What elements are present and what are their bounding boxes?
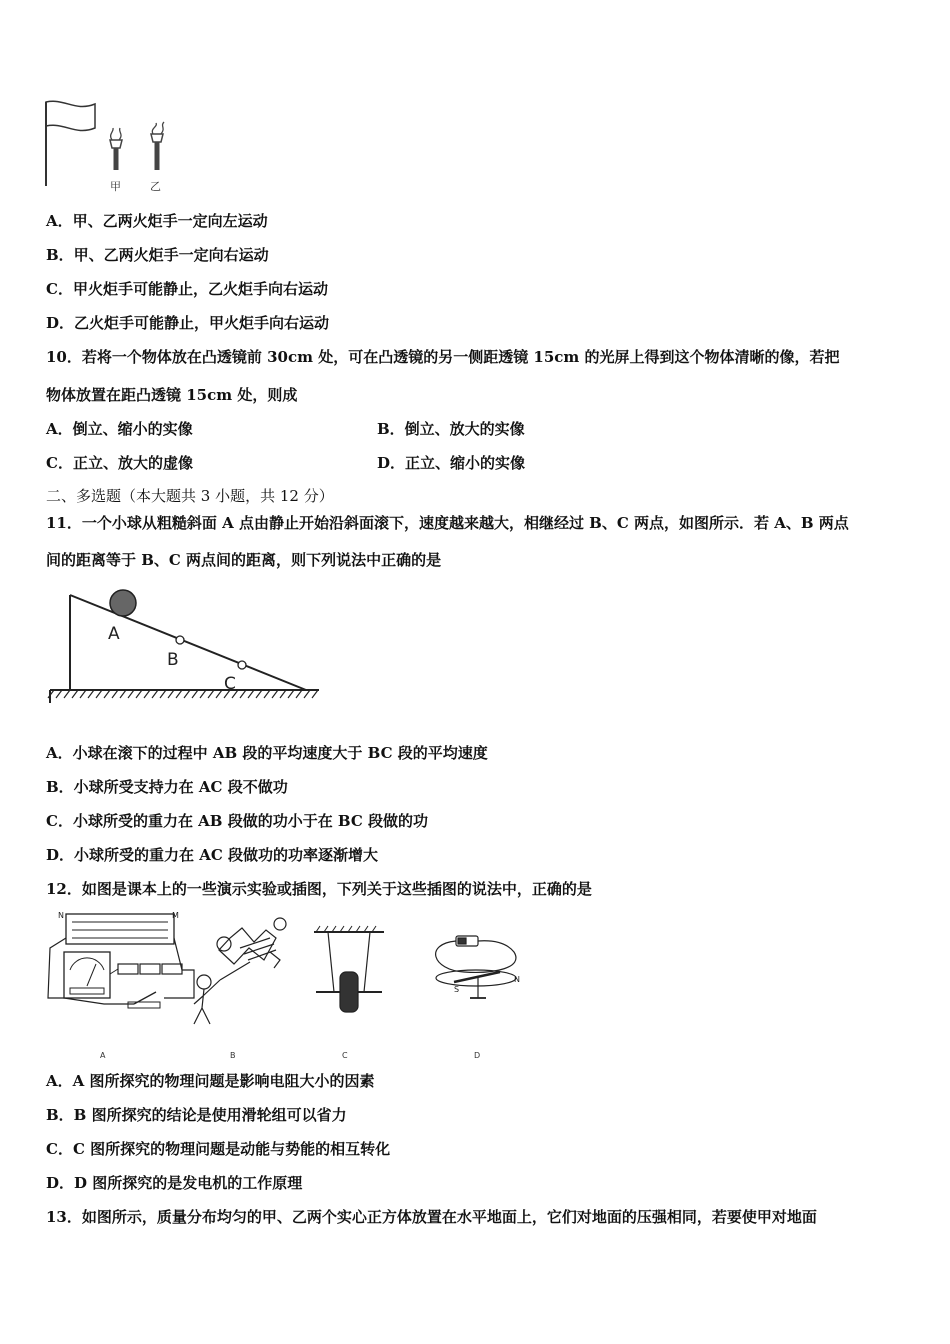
torch-yi bbox=[151, 122, 164, 170]
q12-option-b: B．B 图所探究的结论是使用滑轮组可以省力 bbox=[46, 1106, 347, 1124]
q12-option-d: D．D 图所探究的是发电机的工作原理 bbox=[46, 1174, 303, 1192]
q9-option-a: A．甲、乙两火炬手一定向左运动 bbox=[46, 212, 268, 230]
q11-option-b: B．小球所受支持力在 AC 段不做功 bbox=[46, 778, 288, 796]
fig-label-c: C bbox=[342, 1051, 348, 1060]
q9-option-c: C．甲火炬手可能静止，乙火炬手向右运动 bbox=[46, 280, 328, 298]
q10-option-a: A．倒立、缩小的实像 bbox=[46, 420, 193, 438]
point-a-label: A bbox=[108, 624, 120, 644]
ball bbox=[110, 590, 136, 616]
experiments-figure bbox=[44, 908, 544, 1063]
q10-stem-line2: 物体放置在距凸透镜 15cm 处，则成 bbox=[46, 386, 298, 404]
label-jia: 甲 bbox=[110, 180, 121, 193]
incline-slope bbox=[70, 595, 306, 690]
ammeter bbox=[64, 952, 110, 998]
q10-option-b: B．倒立、放大的实像 bbox=[377, 420, 525, 438]
incline-figure bbox=[44, 585, 334, 710]
q11-option-a: A．小球在滚下的过程中 AB 段的平均速度大于 BC 段的平均速度 bbox=[46, 744, 488, 762]
point-b-label: B bbox=[167, 650, 179, 670]
point-c-label: C bbox=[224, 674, 236, 694]
experiment-d bbox=[436, 936, 520, 998]
flag-cloth bbox=[46, 101, 95, 130]
wheel bbox=[340, 972, 358, 1012]
section-heading: 二、多选题（本大题共 3 小题，共 12 分） bbox=[46, 487, 334, 505]
q10-option-d: D．正立、缩小的实像 bbox=[377, 454, 526, 472]
q12-option-c: C．C 图所探究的物理问题是动能与势能的相互转化 bbox=[46, 1140, 391, 1158]
ground-hatching bbox=[48, 690, 318, 698]
q11-stem-line1: 11．一个小球从粗糙斜面 A 点由静止开始沿斜面滚下，速度越来越大，相继经过 B、C 两点，如图所示．若 A、B 两点 bbox=[46, 514, 849, 532]
fig-label-d: D bbox=[474, 1051, 481, 1060]
label-s: S bbox=[454, 985, 460, 994]
point-c-marker bbox=[238, 661, 246, 669]
torch-jia bbox=[110, 128, 122, 170]
q10-option-c: C．正立、放大的虚像 bbox=[46, 454, 193, 472]
flag-torch-figure bbox=[40, 98, 180, 196]
point-b-marker bbox=[176, 636, 184, 644]
q13-stem-line1: 13．如图所示，质量分布均匀的甲、乙两个实心正方体放置在水平地面上，它们对地面的压强相同，若要使甲对地面 bbox=[46, 1208, 817, 1226]
q10-stem-line1: 10．若将一个物体放在凸透镜前 30cm 处，可在凸透镜的另一侧距透镜 15cm 的光屏上得到这个物体清晰的像，若把 bbox=[46, 348, 840, 366]
q11-option-c: C．小球所受的重力在 AB 段做的功小于在 BC 段做的功 bbox=[46, 812, 429, 830]
q9-option-d: D．乙火炬手可能静止，甲火炬手向右运动 bbox=[46, 314, 330, 332]
label-m: M bbox=[172, 911, 179, 920]
q12-stem: 12．如图是课本上的一些演示实验或插图，下列关于这些插图的说法中，正确的是 bbox=[46, 880, 592, 898]
experiment-a bbox=[48, 911, 194, 1008]
q9-option-b: B．甲、乙两火炬手一定向右运动 bbox=[46, 246, 269, 264]
experiment-b bbox=[194, 918, 286, 1024]
q12-option-a: A．A 图所探究的物理问题是影响电阻大小的因素 bbox=[46, 1072, 375, 1090]
fig-label-a: A bbox=[100, 1051, 106, 1060]
q11-stem-line2: 间的距离等于 B、C 两点间的距离，则下列说法中正确的是 bbox=[46, 551, 442, 569]
battery-pack bbox=[118, 964, 182, 974]
label-yi: 乙 bbox=[150, 180, 161, 193]
fig-label-b: B bbox=[230, 1051, 236, 1060]
q11-option-d: D．小球所受的重力在 AC 段做功的功率逐渐增大 bbox=[46, 846, 379, 864]
label-n-d: N bbox=[514, 975, 520, 984]
experiment-c bbox=[314, 926, 384, 1012]
label-n: N bbox=[58, 911, 64, 920]
